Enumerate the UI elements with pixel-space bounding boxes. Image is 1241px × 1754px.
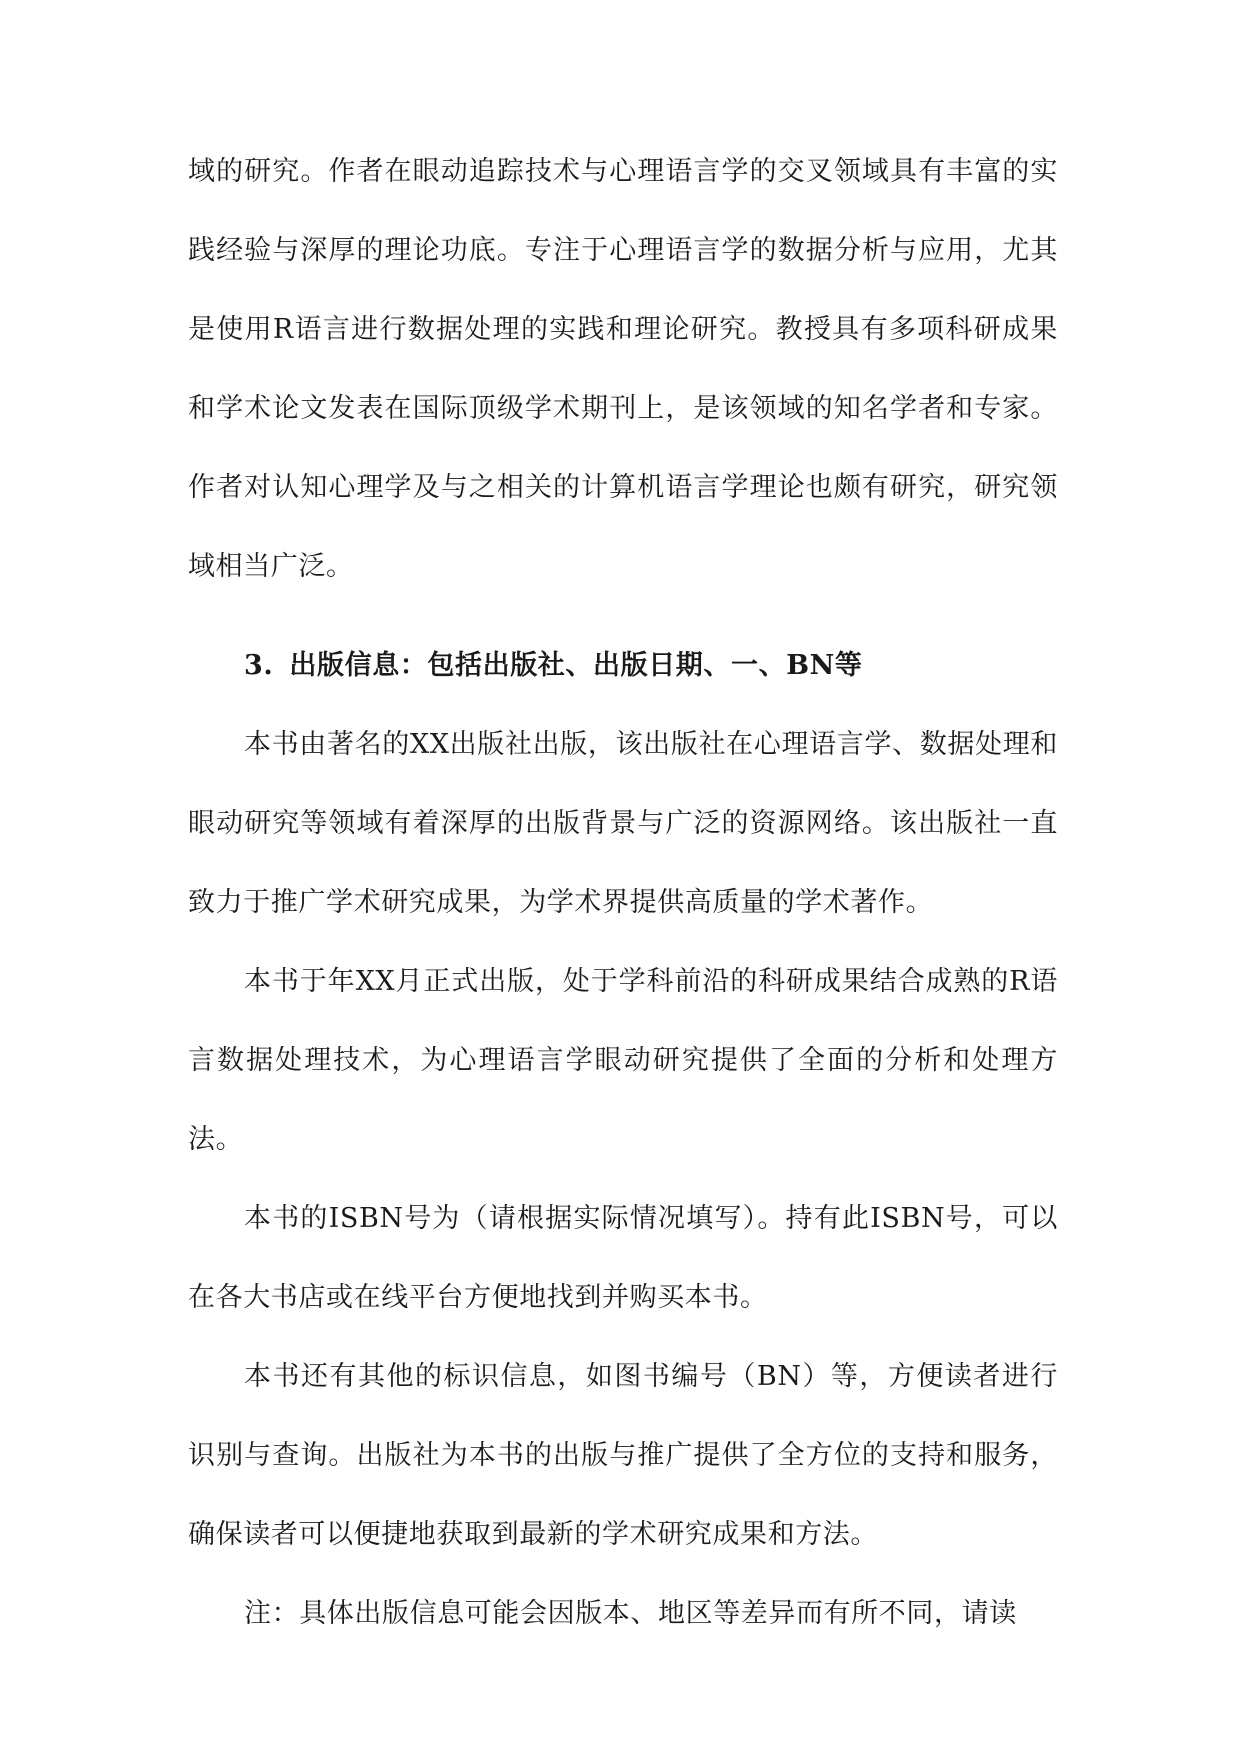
paragraph-publisher: 本书由著名的XX出版社出版，该出版社在心理语言学、数据处理和眼动研究等领域有着深厚的出版背景与广泛的资源网络。该出版社一直致力于推广学术研究成果，为学术界提供高质量的学术著作。 xyxy=(188,729,1058,918)
paragraph-author-background: 域的研究。作者在眼动追踪技术与心理语言学的交叉领域具有丰富的实践经验与深厚的理论功底。专注于心理语言学的数据分析与应用，尤其是使用R语言进行数据处理的实践和理论研究。教授具有多项科研成果和学术论文发表在国际顶级学术期刊上，是该领域的知名学者和专家。作者对认知心理学及与之相关的计算机语言学理论也颇有研究，研究领域相当广泛。 xyxy=(188,156,1058,582)
paragraph-isbn: 本书的ISBN号为（请根据实际情况填写）。持有此ISBN号，可以在各大书店或在线平台方便地找到并购买本书。 xyxy=(188,1203,1058,1313)
section-title: 出版信息：包括出版社、出版日期、一、BN等 xyxy=(289,650,863,681)
paragraph-publication-date: 本书于年XX月正式出版，处于学科前沿的科研成果结合成熟的R语言数据处理技术，为心理语言学眼动研究提供了全面的分析和处理方法。 xyxy=(188,966,1058,1155)
paragraph-identifiers: 本书还有其他的标识信息，如图书编号（BN）等，方便读者进行识别与查询。出版社为本书的出版与推广提供了全方位的支持和服务，确保读者可以便捷地获取到最新的学术研究成果和方法。 xyxy=(188,1361,1058,1550)
paragraph-note: 注：具体出版信息可能会因版本、地区等差异而有所不同，请读 xyxy=(244,1598,1017,1629)
section-number: 3. xyxy=(244,650,274,681)
section-heading xyxy=(188,626,1058,705)
document-body xyxy=(188,132,1058,1653)
